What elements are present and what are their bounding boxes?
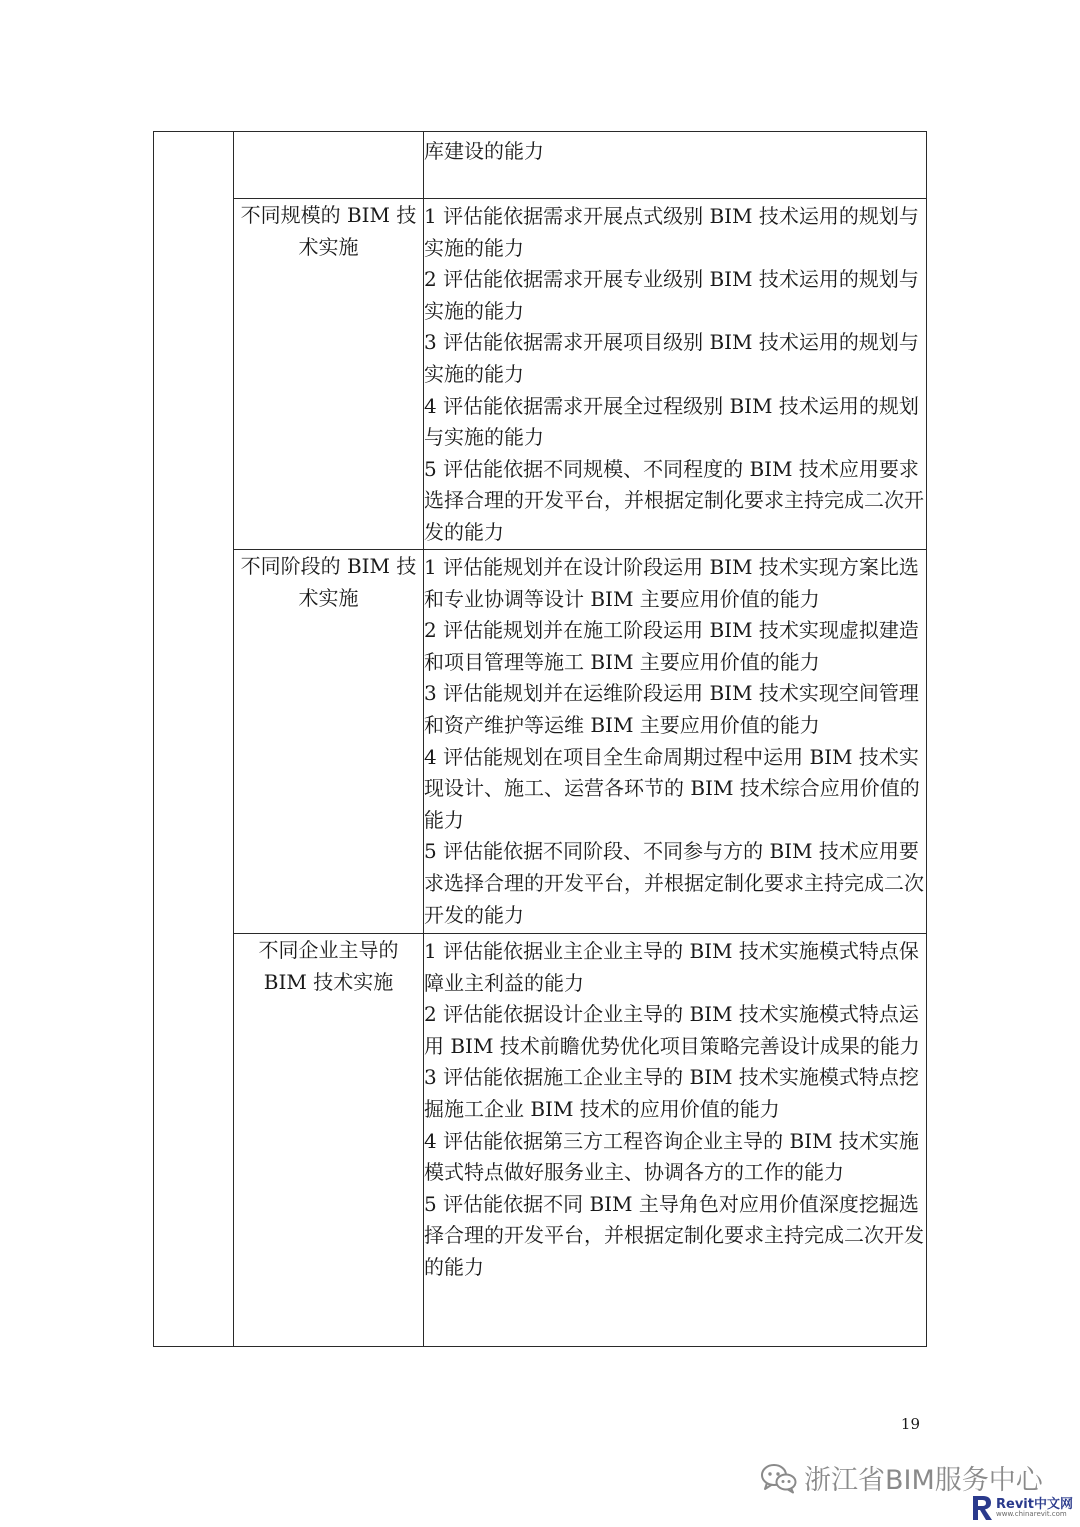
content-item: 3 评估能规划并在运维阶段运用 BIM 技术实现空间管理和资产维护等运维 BIM 主要应用价值的能力	[424, 681, 919, 737]
content-cell	[424, 132, 927, 199]
page-number: 19	[900, 1415, 920, 1433]
content-item: 库建设的能力	[424, 139, 544, 163]
brand-url: www.chinarevit.com	[996, 1510, 1067, 1518]
content-item: 1 评估能依据需求开展点式级别 BIM 技术运用的规划与实施的能力	[424, 204, 919, 260]
content-item: 1 评估能规划并在设计阶段运用 BIM 技术实现方案比选和专业协调等设计 BIM 主要应用价值的能力	[424, 555, 919, 611]
table-row	[154, 550, 927, 934]
content-item: 2 评估能依据需求开展专业级别 BIM 技术运用的规划与实施的能力	[424, 267, 919, 323]
content-item: 4 评估能规划在项目全生命周期过程中运用 BIM 技术实现设计、施工、运营各环节的 BIM 技术综合应用价值的能力	[424, 744, 920, 832]
topic-cell	[234, 132, 424, 199]
content-cell	[424, 934, 927, 1347]
assessment-table	[153, 131, 927, 1347]
revit-logo-icon	[970, 1493, 994, 1521]
content-item: 2 评估能依据设计企业主导的 BIM 技术实施模式特点运用 BIM 技术前瞻优势优化项目策略完善设计成果的能力	[424, 1002, 920, 1058]
category-cell	[154, 132, 234, 1347]
topic-cell: 不同规模的 BIM 技术实施	[234, 199, 424, 550]
content-item: 3 评估能依据施工企业主导的 BIM 技术实施模式特点挖掘施工企业 BIM 技术的应用价值的能力	[424, 1065, 919, 1121]
content-cell	[424, 199, 927, 550]
content-item: 3 评估能依据需求开展项目级别 BIM 技术运用的规划与实施的能力	[424, 330, 919, 386]
content-item: 5 评估能依据不同 BIM 主导角色对应用价值深度挖掘选择合理的开发平台，并根据定制化要求主持完成二次开发的能力	[424, 1191, 924, 1279]
content-item: 2 评估能规划并在施工阶段运用 BIM 技术实现虚拟建造和项目管理等施工 BIM 主要应用价值的能力	[424, 618, 919, 674]
content-cell	[424, 550, 927, 934]
table-row	[154, 199, 927, 550]
content-item: 5 评估能依据不同规模、不同程度的 BIM 技术应用要求选择合理的开发平台，并根据定制化要求主持完成二次开发的能力	[424, 456, 924, 544]
topic-cell: 不同企业主导的 BIM 技术实施	[234, 934, 424, 1347]
topic-cell: 不同阶段的 BIM 技术实施	[234, 550, 424, 934]
content-item: 4 评估能依据需求开展全过程级别 BIM 技术运用的规划与实施的能力	[424, 393, 919, 450]
watermark-text: 浙江省BIM服务中心	[804, 1465, 1043, 1496]
content-item: 4 评估能依据第三方工程咨询企业主导的 BIM 技术实施模式特点做好服务业主、协调各方的工作的能力	[424, 1128, 919, 1185]
brand-name: Revit中文网	[996, 1497, 1073, 1512]
content-item: 5 评估能依据不同阶段、不同参与方的 BIM 技术应用要求选择合理的开发平台，并根据定制化要求主持完成二次开发的能力	[424, 839, 924, 927]
table-row	[154, 934, 927, 1347]
content-item: 1 评估能依据业主企业主导的 BIM 技术实施模式特点保障业主利益的能力	[424, 939, 919, 995]
wechat-icon	[760, 1462, 798, 1494]
table-row	[154, 132, 927, 199]
brand-logo	[968, 1491, 1078, 1523]
